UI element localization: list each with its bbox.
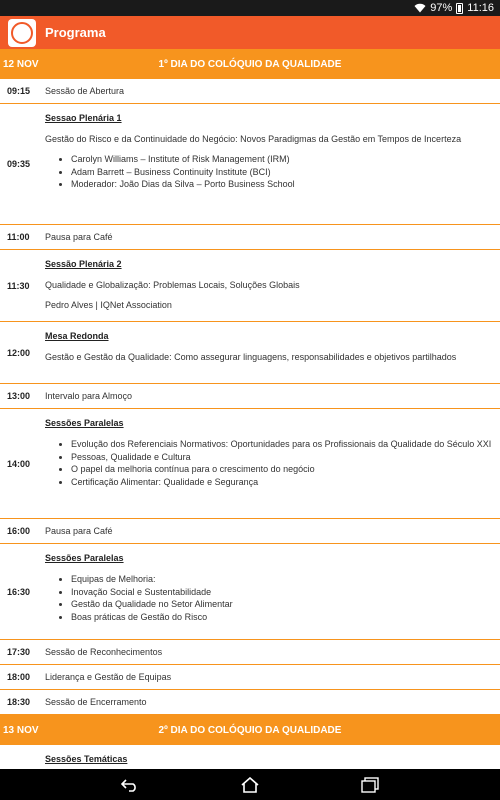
row-time: 16:30 bbox=[7, 586, 31, 597]
home-icon bbox=[241, 777, 259, 793]
program-row[interactable] bbox=[0, 104, 500, 225]
speaker: Pedro Alves | IQNet Association bbox=[45, 300, 172, 310]
list-item: • Moderador: João Dias da Silva – Porto Business School bbox=[71, 178, 492, 191]
home-button[interactable] bbox=[230, 773, 270, 797]
row-body bbox=[44, 544, 500, 639]
row-time: 16:00 bbox=[7, 526, 31, 536]
status-bar bbox=[0, 0, 500, 16]
list-item: • Evolução dos Referenciais Normativos: Oportunidades para os Profissionais da Qualidade do Século XXI bbox=[71, 438, 492, 451]
wifi-icon bbox=[414, 3, 426, 13]
program-row[interactable] bbox=[0, 250, 500, 322]
row-time: 13:00 bbox=[7, 391, 31, 401]
program-row[interactable] bbox=[0, 690, 500, 715]
list-item: • O papel da melhoria contínua para o crescimento do negócio bbox=[71, 463, 492, 476]
clock: 11:16 bbox=[467, 2, 494, 14]
day-date: 12 NOV bbox=[3, 58, 39, 70]
recents-button[interactable] bbox=[350, 773, 390, 797]
list-item: • Carolyn Williams – Institute of Risk Management (IRM) bbox=[71, 153, 492, 166]
program-row[interactable] bbox=[0, 225, 500, 250]
session-title: Sessões Temáticas bbox=[45, 754, 128, 764]
day-title: 2º DIA DO COLÓQUIO DA QUALIDADE bbox=[158, 724, 342, 736]
day-title: 1º DIA DO COLÓQUIO DA QUALIDADE bbox=[158, 58, 342, 70]
row-text: Sessão de Abertura bbox=[45, 86, 125, 96]
program-list[interactable] bbox=[0, 49, 500, 769]
day-header-2 bbox=[0, 715, 500, 745]
row-text: Intervalo para Almoço bbox=[45, 391, 133, 401]
row-body bbox=[44, 104, 500, 224]
battery-icon bbox=[456, 3, 463, 14]
list-item: • Inovação Social e Sustentabilidade bbox=[71, 586, 492, 599]
program-row[interactable] bbox=[0, 544, 500, 640]
session-description: Gestão e Gestão da Qualidade: Como assegurar linguagens, responsabilidades e objetivos partilhados bbox=[45, 352, 457, 362]
program-row[interactable] bbox=[0, 640, 500, 665]
row-time bbox=[0, 745, 44, 769]
program-row[interactable] bbox=[0, 322, 500, 384]
row-text: Liderança e Gestão de Equipas bbox=[45, 672, 172, 682]
list-item: • Adam Barrett – Business Continuity Institute (BCI) bbox=[71, 166, 492, 179]
session-title: Sessões Paralelas bbox=[45, 418, 124, 428]
row-time: 17:30 bbox=[7, 647, 31, 657]
session-title: Sessões Paralelas bbox=[45, 553, 124, 563]
session-description: Gestão do Risco e da Continuidade do Negócio: Novos Paradigmas da Gestão em Tempos de Incerteza bbox=[45, 134, 462, 144]
list-item: • Boas práticas de Gestão do Risco bbox=[71, 611, 492, 624]
row-body bbox=[44, 409, 500, 518]
row-body bbox=[44, 250, 500, 321]
session-list bbox=[45, 573, 492, 623]
logo-mark bbox=[11, 22, 33, 44]
row-time: 18:00 bbox=[7, 672, 31, 682]
session-title: Sessão Plenária 2 bbox=[45, 259, 122, 269]
session-title: Sessao Plenária 1 bbox=[45, 113, 122, 123]
row-text: Pausa para Café bbox=[45, 526, 113, 536]
list-item: • Pessoas, Qualidade e Cultura bbox=[71, 451, 492, 464]
back-icon bbox=[121, 778, 139, 792]
row-time: 09:15 bbox=[7, 86, 31, 96]
row-time: 09:35 bbox=[7, 159, 31, 169]
program-row[interactable] bbox=[0, 384, 500, 409]
program-row[interactable] bbox=[0, 665, 500, 690]
back-button[interactable] bbox=[110, 773, 150, 797]
session-list bbox=[45, 438, 492, 488]
row-time: 18:30 bbox=[7, 697, 31, 707]
speaker-list bbox=[45, 153, 492, 191]
navigation-bar bbox=[0, 769, 500, 800]
list-item: • Equipas de Melhoria: bbox=[71, 573, 492, 586]
row-text: Sessão de Reconhecimentos bbox=[45, 647, 163, 657]
battery-percent: 97% bbox=[430, 2, 453, 14]
list-item: • Certificação Alimentar: Qualidade e Segurança bbox=[71, 476, 492, 489]
session-description: Qualidade e Globalização: Problemas Locais, Soluções Globais bbox=[45, 280, 300, 290]
app-bar bbox=[0, 16, 500, 49]
day-date: 13 NOV bbox=[3, 724, 39, 736]
program-row[interactable] bbox=[0, 745, 500, 769]
recents-icon bbox=[361, 777, 379, 793]
program-row[interactable] bbox=[0, 79, 500, 104]
list-item: • Gestão da Qualidade no Setor Alimentar bbox=[71, 598, 492, 611]
program-row[interactable] bbox=[0, 519, 500, 544]
row-body bbox=[44, 745, 500, 769]
day-header-1 bbox=[0, 49, 500, 79]
row-body bbox=[44, 322, 500, 383]
app-logo[interactable] bbox=[8, 19, 36, 47]
session-title: Mesa Redonda bbox=[45, 331, 109, 341]
row-time: 11:30 bbox=[7, 280, 30, 291]
row-text: Sessão de Encerramento bbox=[45, 697, 147, 707]
row-time: 14:00 bbox=[7, 458, 31, 469]
row-time: 12:00 bbox=[7, 347, 31, 358]
row-time: 11:00 bbox=[7, 232, 30, 242]
program-row[interactable] bbox=[0, 409, 500, 519]
page-title: Programa bbox=[45, 25, 106, 40]
row-text: Pausa para Café bbox=[45, 232, 113, 242]
